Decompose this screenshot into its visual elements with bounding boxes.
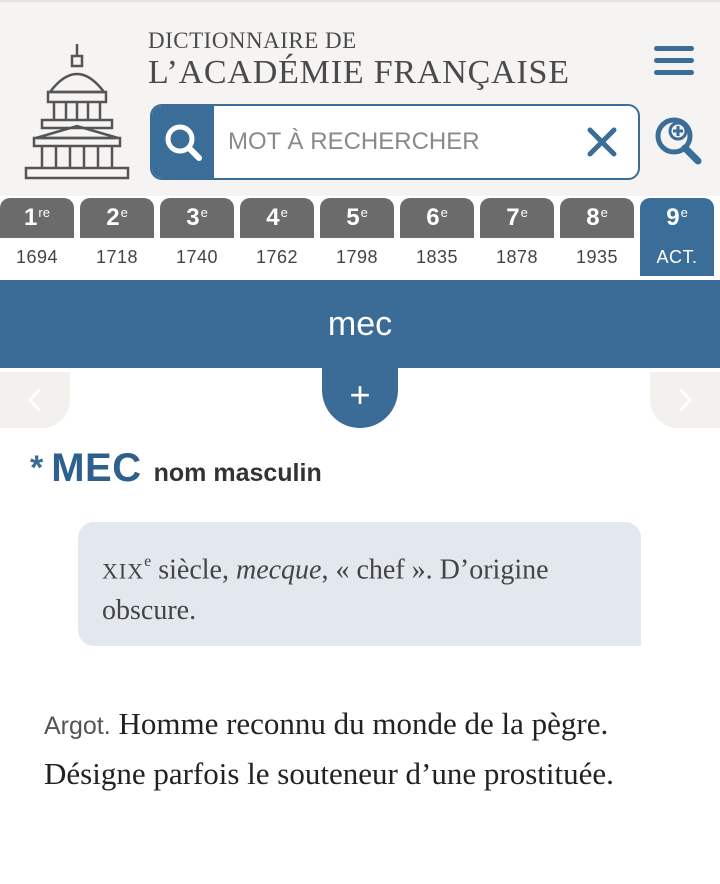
tab-edition-6[interactable] (400, 198, 474, 280)
tab-edition-4[interactable] (240, 198, 314, 280)
edition-suffix: e (120, 205, 128, 220)
edition-number: 4 (266, 204, 280, 231)
etymology-form: mecque (235, 554, 322, 586)
edition-suffix: e (280, 205, 288, 220)
tab-edition-7[interactable] (480, 198, 554, 280)
previous-word-button[interactable] (0, 372, 70, 428)
entry-marker: * (30, 449, 44, 487)
edition-year: 1798 (320, 238, 394, 276)
etymology-siecle: siècle, (151, 554, 236, 586)
edition-year: 1718 (80, 238, 154, 276)
etymology-text: , « chef ». D’origine obscure. (102, 554, 549, 627)
edition-year: 1835 (400, 238, 474, 276)
edition-number: 5 (346, 204, 360, 231)
definition-text: Homme reconnu du monde de la pègre. Désigne parfois le souteneur d’une prostituée. (44, 706, 614, 791)
edition-year: 1935 (560, 238, 634, 276)
part-of-speech: nom masculin (153, 459, 322, 487)
edition-tabs (0, 198, 720, 282)
edition-number: 1 (24, 204, 38, 231)
tab-edition-5[interactable] (320, 198, 394, 280)
close-icon[interactable] (586, 126, 618, 158)
academie-dome-icon[interactable] (22, 42, 132, 182)
search-input[interactable] (228, 106, 568, 178)
tab-edition-1[interactable] (0, 198, 74, 280)
chevron-right-icon (675, 385, 695, 415)
next-word-button[interactable] (650, 372, 720, 428)
entry-headword: MEC (51, 446, 142, 490)
edition-suffix: re (38, 205, 50, 220)
edition-year: 1762 (240, 238, 314, 276)
etymology-century: XIX (102, 558, 145, 584)
edition-suffix: e (600, 205, 608, 220)
chevron-left-icon (25, 385, 45, 415)
search-bar (150, 104, 640, 180)
edition-number: 8 (586, 204, 600, 231)
edition-number: 7 (506, 204, 520, 231)
edition-number: 6 (426, 204, 440, 231)
current-word-bar (0, 280, 720, 368)
tab-edition-2[interactable] (80, 198, 154, 280)
tab-edition-3[interactable] (160, 198, 234, 280)
hamburger-menu-icon[interactable] (654, 46, 694, 80)
expand-button[interactable]: + (322, 368, 398, 428)
edition-number: 3 (186, 204, 200, 231)
edition-year: 1740 (160, 238, 234, 276)
edition-year: ACT. (640, 238, 714, 276)
etymology-box (78, 522, 641, 646)
edition-number: 9 (666, 204, 680, 231)
site-header (0, 0, 720, 196)
current-word: mec (327, 304, 393, 343)
usage-label: Argot. (44, 712, 111, 740)
edition-year: 1878 (480, 238, 554, 276)
search-icon (163, 122, 203, 162)
etymology-century-suffix: e (144, 553, 152, 570)
advanced-search-icon[interactable] (652, 114, 704, 166)
entry-header (30, 446, 322, 496)
site-title-line1: DICTIONNAIRE DE (148, 28, 357, 53)
edition-year: 1694 (0, 238, 74, 276)
tab-edition-9[interactable] (640, 198, 714, 280)
definition (44, 700, 684, 798)
edition-number: 2 (106, 204, 120, 231)
edition-suffix: e (440, 205, 448, 220)
edition-suffix: e (520, 205, 528, 220)
edition-suffix: e (360, 205, 368, 220)
edition-suffix: e (680, 205, 688, 220)
tab-edition-8[interactable] (560, 198, 634, 280)
site-title-line2: L’ACADÉMIE FRANÇAISE (148, 54, 570, 91)
search-button[interactable] (152, 106, 214, 178)
edition-suffix: e (200, 205, 208, 220)
